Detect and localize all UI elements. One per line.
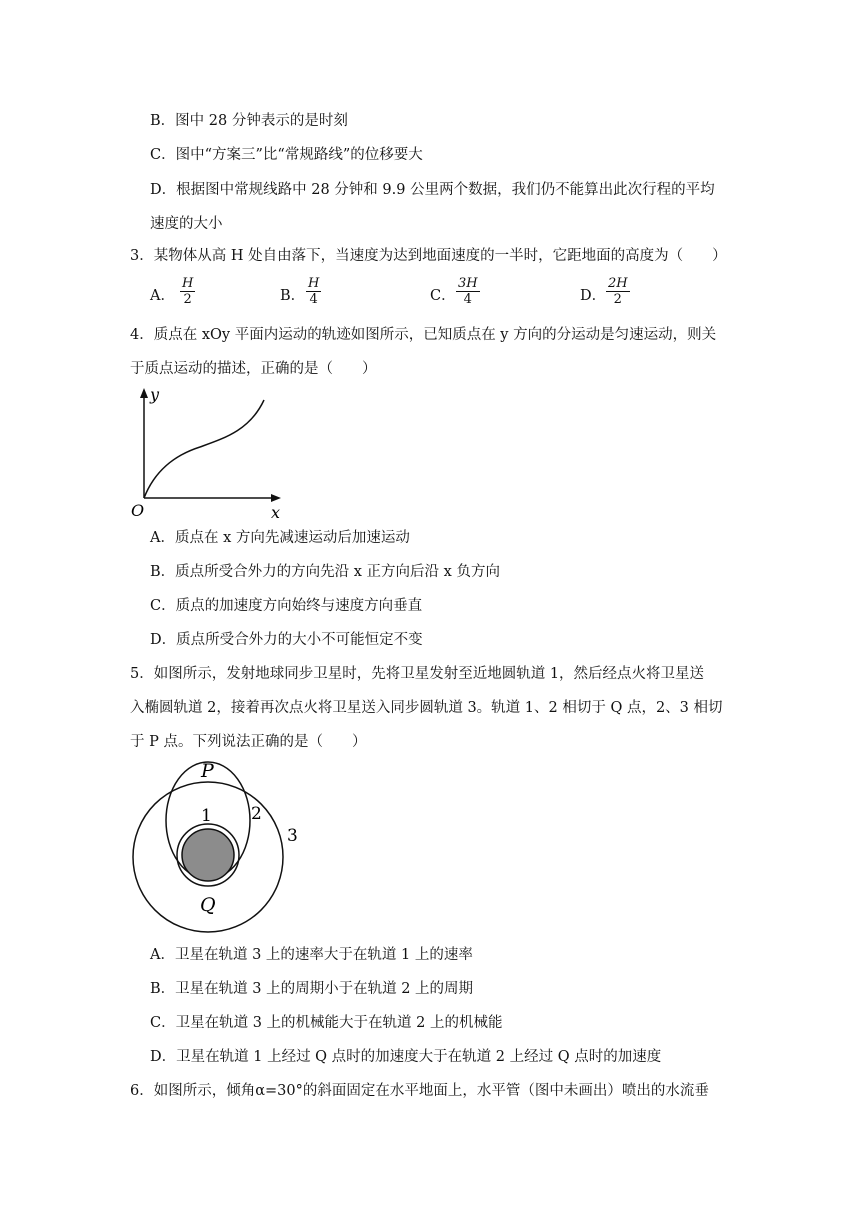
q4-trajectory-curve [144, 400, 264, 498]
q4-option-a: A．质点在 x 方向先减速运动后加速运动 [150, 530, 410, 546]
q5-orbit-figure [125, 755, 315, 940]
q3-option-c-denominator: 4 [463, 292, 472, 307]
q5-option-b: B．卫星在轨道 3 上的周期小于在轨道 2 上的周期 [150, 981, 474, 997]
q3-option-b-label: B． [280, 288, 306, 304]
q3-option-a-numerator: H [182, 276, 194, 291]
q2-option-d-line2: 速度的大小 [150, 216, 223, 232]
q3-option-d-label: D． [580, 288, 607, 304]
q3-option-a-denominator: 2 [183, 292, 192, 307]
q4-stem-line2: 于质点运动的描述，正确的是（ ） [130, 361, 377, 377]
q3-option-d-fraction [606, 276, 630, 307]
q3-option-a-label: A． [150, 288, 175, 304]
q4-option-b: B．质点所受合外力的方向先沿 x 正方向后沿 x 负方向 [150, 564, 500, 580]
q4-option-c: C．质点的加速度方向始终与速度方向垂直 [150, 598, 423, 614]
q5-label-orbit-1: 1 [201, 806, 212, 826]
q3-option-c-numerator: 3H [458, 276, 478, 291]
q4-trajectory-figure [125, 380, 295, 522]
q3-option-b-fraction [306, 276, 321, 307]
q5-earth [182, 829, 234, 881]
q5-option-a: A．卫星在轨道 3 上的速率大于在轨道 1 上的速率 [150, 947, 473, 963]
q2-option-d-line1: D．根据图中常规线路中 28 分钟和 9.9 公里两个数据，我们仍不能算出此次行程的平均 [150, 182, 715, 198]
q3-option-a-fraction [180, 276, 195, 307]
q5-label-orbit-2: 2 [251, 804, 262, 824]
q5-stem-line1: 5．如图所示，发射地球同步卫星时，先将卫星发射至近地圆轨道 1，然后经点火将卫星送 [130, 666, 705, 682]
q2-option-b: B．图中 28 分钟表示的是时刻 [150, 113, 348, 129]
q3-option-b-numerator: H [308, 276, 320, 291]
q4-y-axis-arrow [140, 388, 148, 398]
q5-label-orbit-3: 3 [287, 826, 298, 846]
q4-stem-line1: 4．质点在 xOy 平面内运动的轨迹如图所示，已知质点在 y 方向的分运动是匀速运动，则关 [130, 327, 717, 343]
q3-option-d-numerator: 2H [608, 276, 628, 291]
q4-x-axis-arrow [271, 494, 281, 502]
q3-option-c-label: C． [430, 288, 456, 304]
q5-stem-line3: 于 P 点。下列说法正确的是（ ） [130, 734, 367, 750]
q5-option-d: D．卫星在轨道 1 上经过 Q 点时的加速度大于在轨道 2 上经过 Q 点时的加速度 [150, 1049, 662, 1065]
q4-x-axis-label: x [271, 503, 281, 522]
q4-option-d: D．质点所受合外力的大小不可能恒定不变 [150, 632, 423, 648]
q3-option-b-denominator: 4 [309, 292, 318, 307]
q6-stem-line1: 6．如图所示，倾角α=30°的斜面固定在水平地面上，水平管（图中未画出）喷出的水流垂 [130, 1083, 709, 1099]
q5-stem-line2: 入椭圆轨道 2，接着再次点火将卫星送入同步圆轨道 3。轨道 1、2 相切于 Q 点，2、3 相切 [130, 700, 723, 716]
q5-option-c: C．卫星在轨道 3 上的机械能大于在轨道 2 上的机械能 [150, 1015, 503, 1031]
q3-option-c-fraction [456, 276, 480, 307]
q5-label-p: P [201, 760, 214, 782]
q4-y-axis-label: y [150, 385, 160, 404]
q2-option-c: C．图中“方案三”比“常规路线”的位移要大 [150, 147, 423, 163]
q3-stem: 3．某物体从高 H 处自由落下，当速度为达到地面速度的一半时，它距地面的高度为（ ） [130, 248, 727, 264]
q5-label-q: Q [200, 894, 216, 916]
q3-option-d-denominator: 2 [613, 292, 622, 307]
q4-origin-label: O [131, 501, 145, 520]
